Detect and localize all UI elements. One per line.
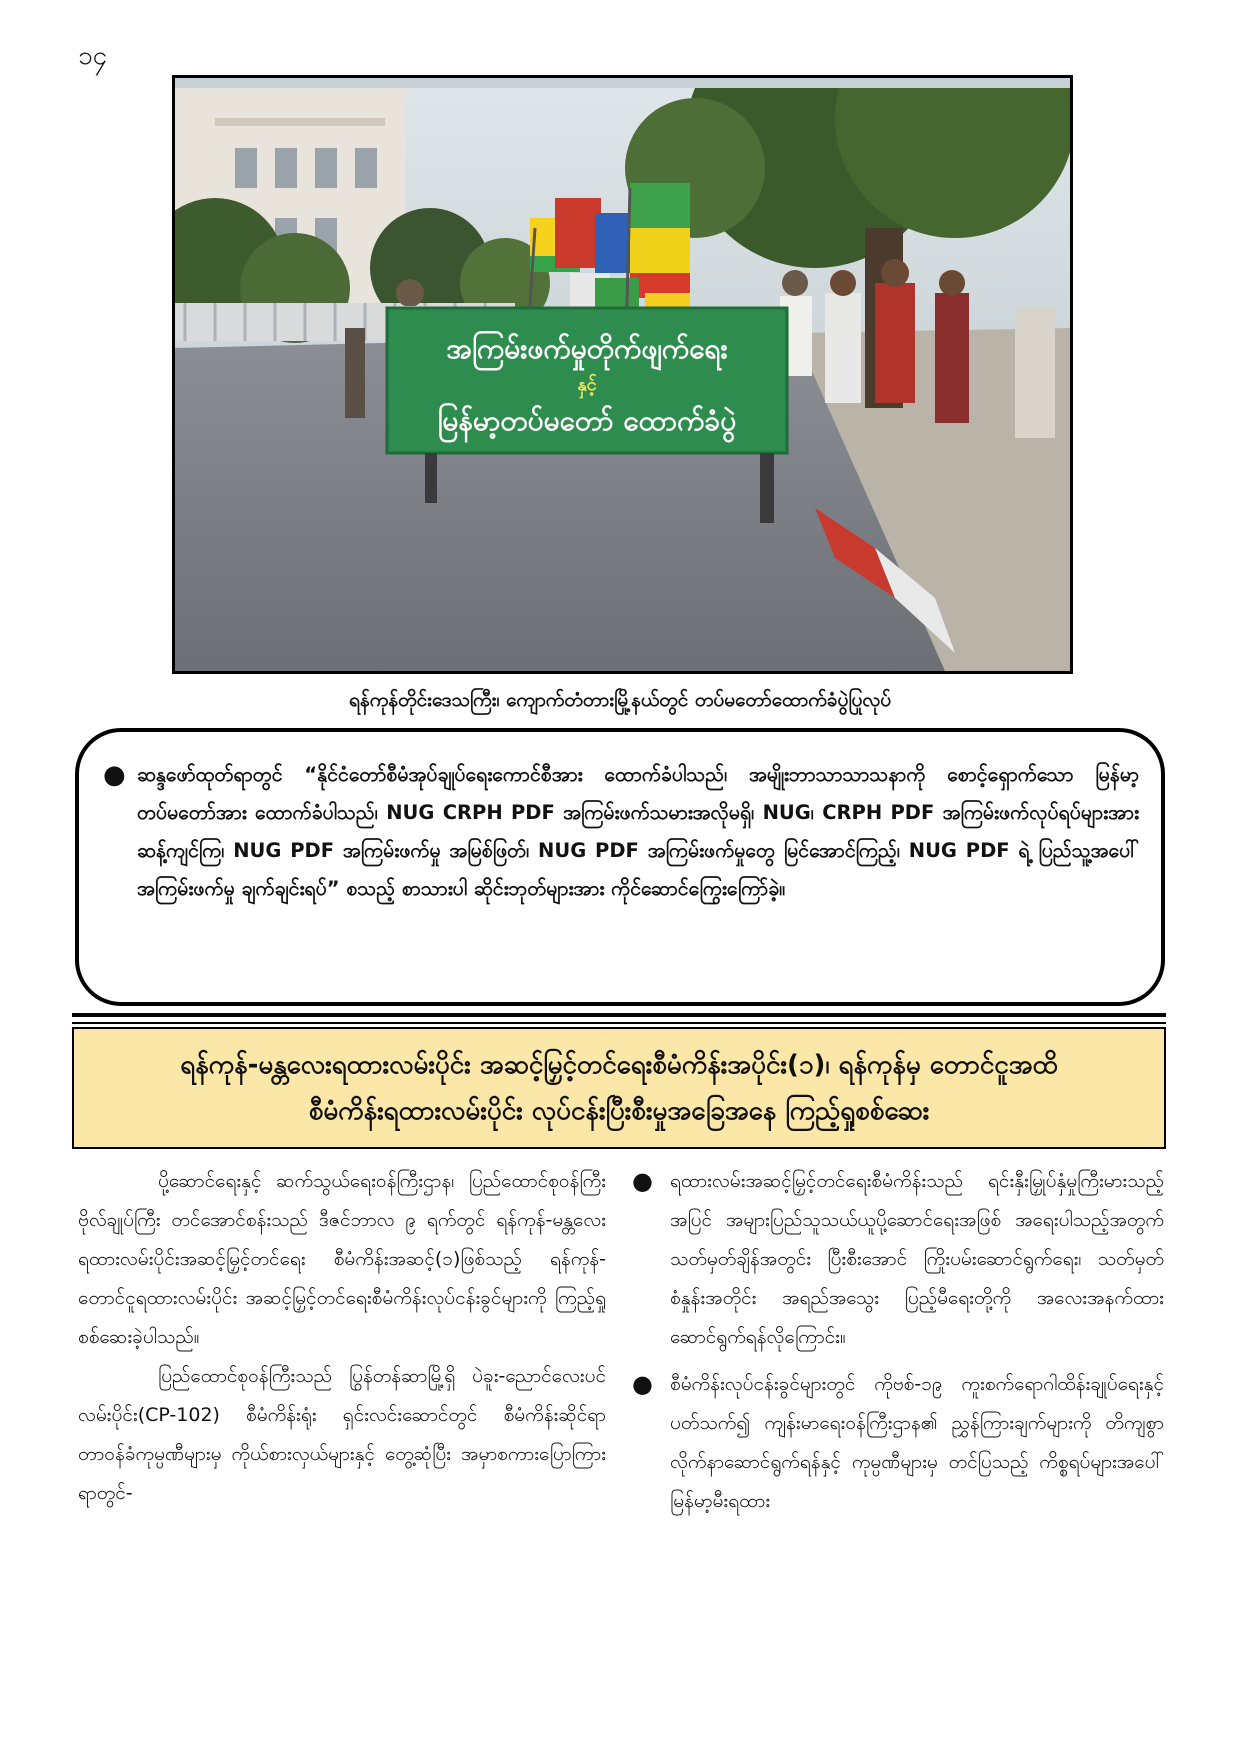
bullet-icon: ● xyxy=(103,760,126,790)
banner-line-1: အကြမ်းဖက်မှုတိုက်ဖျက်ရေး xyxy=(446,332,728,365)
quote-text: ဆန္ဒဖော်ထုတ်ရာတွင် “နိုင်ငံတော်စီမံအုပ်ချုပ်ရေးကောင်စီအား ထောက်ခံပါသည်၊ အမျိုးဘာသာသာသနာကို စောင့်ရှောက်သော မြန်မာ့တပ်မတော်အား ထောက်ခံပါသည်၊ NUG CRPH PDF အကြမ်းဖက်သမားအလိုမရှိ၊ NUG၊ CRPH PDF အကြမ်းဖက်လုပ်ရပ်များအား ဆန့်ကျင်ကြ၊ NUG PDF အကြမ်းဖက်မှု အမြစ်ဖြတ်၊ NUG PDF အကြမ်းဖက်မှုတွေ မြင်အောင်ကြည့်၊ NUG PDF ရဲ့ ပြည်သူ့အပေါ် အကြမ်းဖက်မှု ချက်ချင်းရပ်” စသည့် စာသားပါ ဆိုင်းဘုတ်များအား ကိုင်ဆောင်ကြွေးကြော်ခဲ့။ xyxy=(137,763,1139,900)
article-body-left xyxy=(78,1162,606,1513)
article-headline xyxy=(72,1027,1166,1149)
body-paragraph-1: ပို့ဆောင်ရေးနှင့် ဆက်သွယ်ရေးဝန်ကြီးဌာန၊ ပြည်ထောင်စုဝန်ကြီး ဗိုလ်ချုပ်ကြီး တင်အောင်စန်းသည် ဒီဇင်ဘာလ ၉ ရက်တွင် ရန်ကုန်-မန္တလေး ရထားလမ်းပိုင်းအဆင့်မြှင့်တင်ရေး စီမံကိန်းအဆင့်(၁)ဖြစ်သည့် ရန်ကုန်-တောင်ငူရထားလမ်းပိုင်း အဆင့်မြှင့်တင်ရေးစီမံကိန်းလုပ်ငန်းခွင်များကို ကြည့်ရှုစစ်ဆေးခဲ့ပါသည်။ xyxy=(78,1170,606,1348)
photo-caption: ရန်ကုန်တိုင်းဒေသကြီး၊ ကျောက်တံတားမြို့နယ်တွင် တပ်မတော်ထောက်ခံပွဲပြုလုပ် xyxy=(348,689,892,711)
list-item-text: စီမံကိန်းလုပ်ငန်းခွင်များတွင် ကိုဗစ်-၁၉ ကူးစက်ရောဂါထိန်းချုပ်ရေးနှင့်ပတ်သက်၍ ကျန်းမာရေးဝန်ကြီးဌာန၏ ညွှန်ကြားချက်များကို တိကျစွာလိုက်နာဆောင်ရွက်ရန်နှင့် ကုမ္ပဏီများမှ တင်ပြသည့် ကိစ္စရပ်များအပေါ် မြန်မာ့မီးရထား xyxy=(670,1373,1164,1512)
bullet-icon: ● xyxy=(632,1370,653,1398)
page-number: ၁၄ xyxy=(78,41,108,71)
banner-line-2: နှင့် xyxy=(577,374,597,395)
article-body-right xyxy=(632,1162,1164,1529)
list-item xyxy=(632,1365,1164,1521)
headline-line-2: စီမံကိန်းရထားလမ်းပိုင်း လုပ်ငန်းပြီးစီးမှုအခြေအနေ ကြည့်ရှုစစ်ဆေး xyxy=(308,1096,930,1126)
quote-box xyxy=(75,728,1165,1006)
body-paragraph-2: ပြည်ထောင်စုဝန်ကြီးသည် ပြွန်တန်ဆာမြို့ရှိ ပဲခူး-ညောင်လေးပင်လမ်းပိုင်း(CP-102) စီမံကိန်းရုံး ရှင်းလင်းဆောင်တွင် စီမံကိန်းဆိုင်ရာ တာဝန်ခံကုမ္ပဏီများမှ ကိုယ်စားလှယ်များနှင့် တွေ့ဆုံပြီး အမှာစကားပြောကြားရာတွင်- xyxy=(78,1365,606,1504)
rally-photo-illustration xyxy=(175,78,1070,671)
list-item-text: ရထားလမ်းအဆင့်မြှင့်တင်ရေးစီမံကိန်းသည် ရင်းနှီးမြှုပ်နှံမှုကြီးမားသည့်အပြင် အများပြည်သူသယ်ယူပို့ဆောင်ရေးအဖြစ် အရေးပါသည့်အတွက် သတ်မှတ်ချိန်အတွင်း ပြီးစီးအောင် ကြိုးပမ်းဆောင်ရွက်ရေး၊ သတ်မှတ်စံနှုန်းအတိုင်း အရည်အသွေး ပြည့်မီရေးတို့ကို အလေးအနက်ထားဆောင်ရွက်ရန်လိုကြောင်း။ xyxy=(670,1170,1164,1348)
bullet-icon: ● xyxy=(632,1167,653,1195)
divider xyxy=(72,1013,1166,1017)
list-item xyxy=(632,1162,1164,1357)
divider xyxy=(72,1022,1166,1024)
rally-photo xyxy=(172,75,1073,674)
headline-line-1: ရန်ကုန်-မန္တလေးရထားလမ်းပိုင်း အဆင့်မြှင့်တင်ရေးစီမံကိန်းအပိုင်း(၁)၊ ရန်ကုန်မှ တောင်ငူအထိ xyxy=(180,1050,1058,1080)
banner-line-3: မြန်မာ့တပ်မတော် ထောက်ခံပွဲ xyxy=(437,404,737,437)
